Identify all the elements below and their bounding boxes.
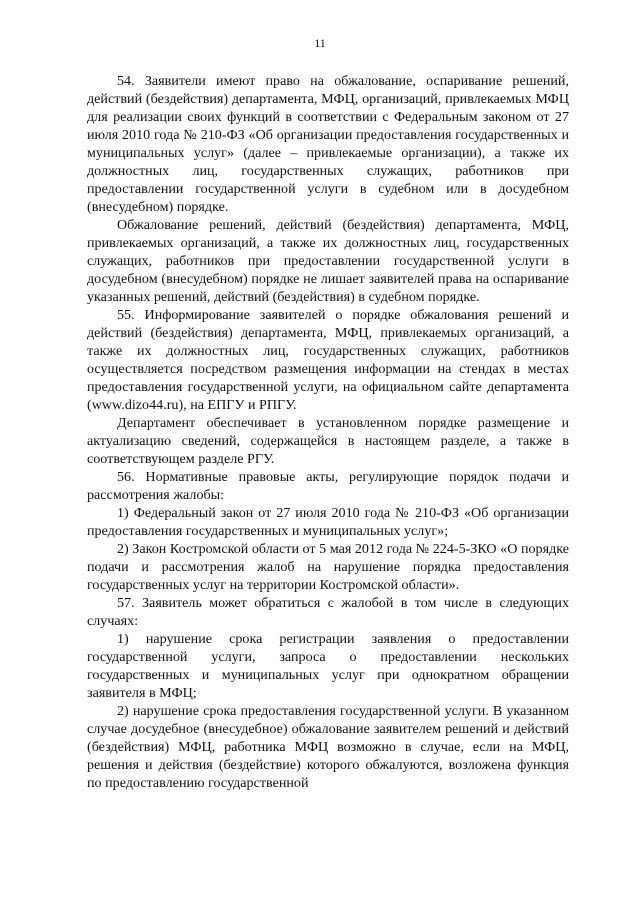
document-body [87, 72, 569, 792]
list-item-regional-law: 2) Закон Костромской области от 5 мая 2012 года № 224-5-ЗКО «О порядке подачи и рассмотрения жалоб на нарушение порядка предоставления государственных услуг на территории Костромской области». [87, 541, 569, 593]
paragraph-56: 56. Нормативные правовые акты, регулирующие порядок подачи и рассмотрения жалобы: [87, 469, 569, 503]
paragraph-department-info: Департамент обеспечивает в установленном порядке размещение и актуализацию сведений, содержащейся в настоящем разделе, а также в соответствующем разделе РГУ. [87, 415, 569, 467]
paragraph-55: 55. Информирование заявителей о порядке обжалования решений и действий (бездействия) департамента, МФЦ, привлекаемых организаций, а также их должностных лиц, государственных служащих, работников осуществляется посредством размещения информации на стендах в местах предоставления государственной услуги, на официальном сайте департамента (www.dizo44.ru), на ЕПГУ и РПГУ. [87, 307, 569, 413]
page-number: 11 [314, 36, 326, 50]
paragraph-54: 54. Заявители имеют право на обжалование, оспаривание решений, действий (бездействия) департамента, МФЦ, организаций, привлекаемых МФЦ для реализации своих функций в соответствии с Федеральным законом от 27 июля 2010 года № 210-ФЗ «Об организации предоставления государственных и муниципальных услуг» (далее – привлекаемые организации), а также их должностных лиц, государственных служащих, работников при предоставлении государственной услуги в судебном или в досудебном (внесудебном) порядке. [87, 73, 569, 215]
paragraph-57: 57. Заявитель может обратиться с жалобой в том числе в следующих случаях: [87, 595, 569, 629]
list-item-service-delay: 2) нарушение срока предоставления государственной услуги. В указанном случае досудебное (внесудебное) обжалование заявителем решений и действий (бездействия) МФЦ, работника МФЦ возможно в случае, если на МФЦ, решения и действия (бездействие) которого обжалуются, возложена функция по предоставлению государственной [87, 703, 569, 791]
list-item-federal-law: 1) Федеральный закон от 27 июля 2010 года № 210-ФЗ «Об организации предоставления государственных и муниципальных услуг»; [87, 505, 569, 539]
list-item-registration-delay: 1) нарушение срока регистрации заявления о предоставлении государственной услуги, запроса о предоставлении нескольких государственных и муниципальных услуг при однократном обращении заявителя в МФЦ; [87, 631, 569, 701]
paragraph-appeal-court: Обжалование решений, действий (бездействия) департамента, МФЦ, привлекаемых организаций, а также их должностных лиц, государственных служащих, работников при предоставлении государственной услуги в досудебном (внесудебном) порядке не лишает заявителей права на оспаривание указанных решений, действий (бездействия) в судебном порядке. [87, 217, 569, 305]
